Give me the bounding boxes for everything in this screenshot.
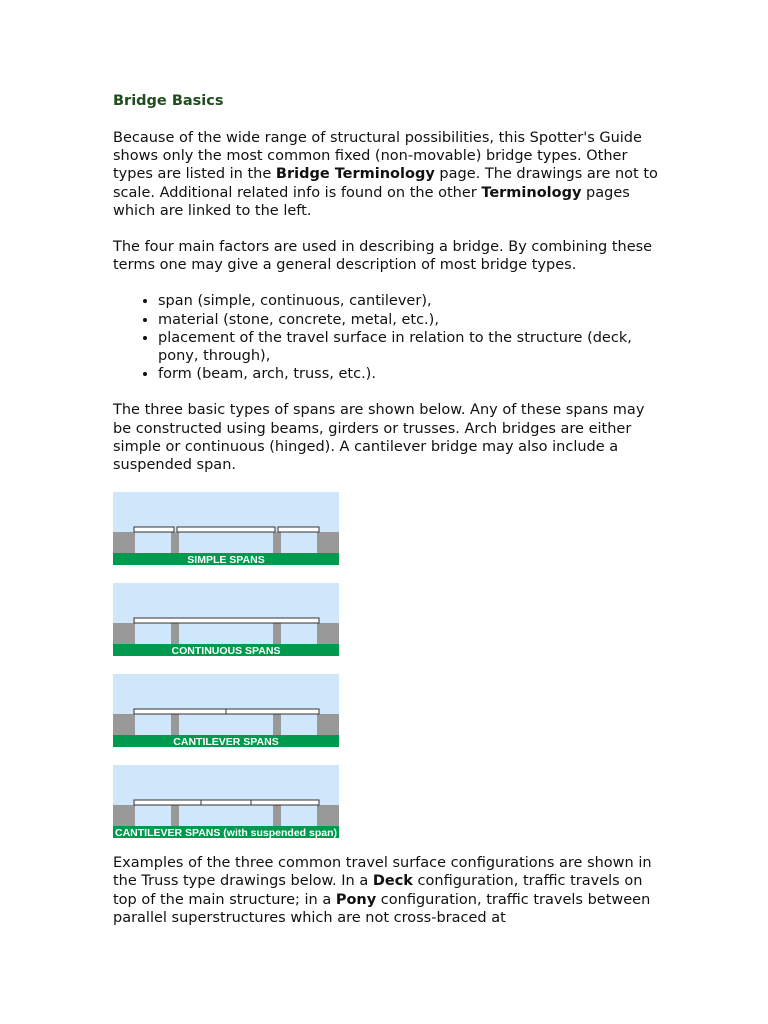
factors-list: [113, 292, 661, 383]
right-abutment: [317, 805, 339, 826]
left-abutment: [113, 623, 135, 644]
intro-text-c: page. The drawings are not to scale. Additional related info is found on the other: [113, 166, 658, 201]
intro-text-d: pages which are linked to the left.: [113, 184, 630, 219]
terminology-ref: Terminology: [481, 184, 582, 201]
page-title: Bridge Basics: [113, 93, 224, 109]
list-item: • span (simple, continuous, cantilever),: [158, 292, 661, 310]
list-item: • material (stone, concrete, metal, etc.),: [158, 311, 661, 329]
config-text-a: Examples of the three common travel surface configurations are shown in the Truss type drawings below. In a: [113, 855, 652, 890]
span-beam: [177, 527, 275, 532]
cantilever-spans-diagram: [113, 674, 339, 747]
simple-spans-diagram: [113, 492, 339, 565]
cantilever-arm: [134, 800, 201, 805]
pony-term: Pony: [335, 891, 377, 908]
continuous-spans-diagram: [113, 583, 339, 656]
pier: [171, 623, 179, 644]
suspended-span: [201, 800, 251, 805]
pier: [273, 805, 281, 826]
cantilever-arm: [251, 800, 319, 805]
cantilever-arm: [226, 709, 319, 714]
right-abutment: [317, 714, 339, 735]
article: [113, 91, 661, 945]
right-abutment: [317, 532, 339, 553]
deck-term: Deck: [372, 873, 413, 890]
config-text-c: configuration, traffic travels on top of the main structure; in a: [113, 873, 643, 908]
bridge-terminology-ref: Bridge Terminology: [275, 166, 435, 183]
intro-paragraph: [113, 129, 661, 220]
pier: [273, 623, 281, 644]
span-beam: [278, 527, 319, 532]
pier: [171, 532, 179, 553]
right-abutment: [317, 623, 339, 644]
diagram-label: CONTINUOUS SPANS: [171, 645, 281, 657]
span-beam: [134, 527, 174, 532]
pier: [273, 714, 281, 735]
left-abutment: [113, 714, 135, 735]
cantilever-suspended-diagram: [113, 765, 339, 838]
diagram-label: SIMPLE SPANS: [187, 554, 265, 566]
left-abutment: [113, 805, 135, 826]
pier: [171, 805, 179, 826]
cantilever-arm: [134, 709, 226, 714]
configurations-paragraph: [113, 854, 661, 927]
diagram-label: CANTILEVER SPANS: [173, 736, 279, 748]
config-text-d: configuration, traffic travels between parallel superstructures which are not cross-braced at: [113, 891, 651, 926]
list-item: • placement of the travel surface in relation to the structure (deck, pony, through),: [158, 329, 661, 365]
span-diagrams: [113, 492, 661, 838]
spans-paragraph: The three basic types of spans are shown below. Any of these spans may be constructed using beams, girders or trusses. Arch bridges are either simple or continuous (hinged). A cantilever bridge may also include a suspended span.: [113, 402, 645, 474]
diagram-label: CANTILEVER SPANS (with suspended span): [115, 827, 337, 839]
intro-text-a: Because of the wide range of structural possibilities, this Spotter's Guide shows only the most common fixed (non-movable) bridge types. Other types are listed in the: [113, 130, 642, 183]
pier: [273, 532, 281, 553]
list-item: • form (beam, arch, truss, etc.).: [158, 365, 661, 383]
span-beam: [134, 618, 319, 623]
pier: [171, 714, 179, 735]
left-abutment: [113, 532, 135, 553]
factors-intro-paragraph: The four main factors are used in describing a bridge. By combining these terms one may give a general description of most bridge types.: [113, 239, 653, 274]
